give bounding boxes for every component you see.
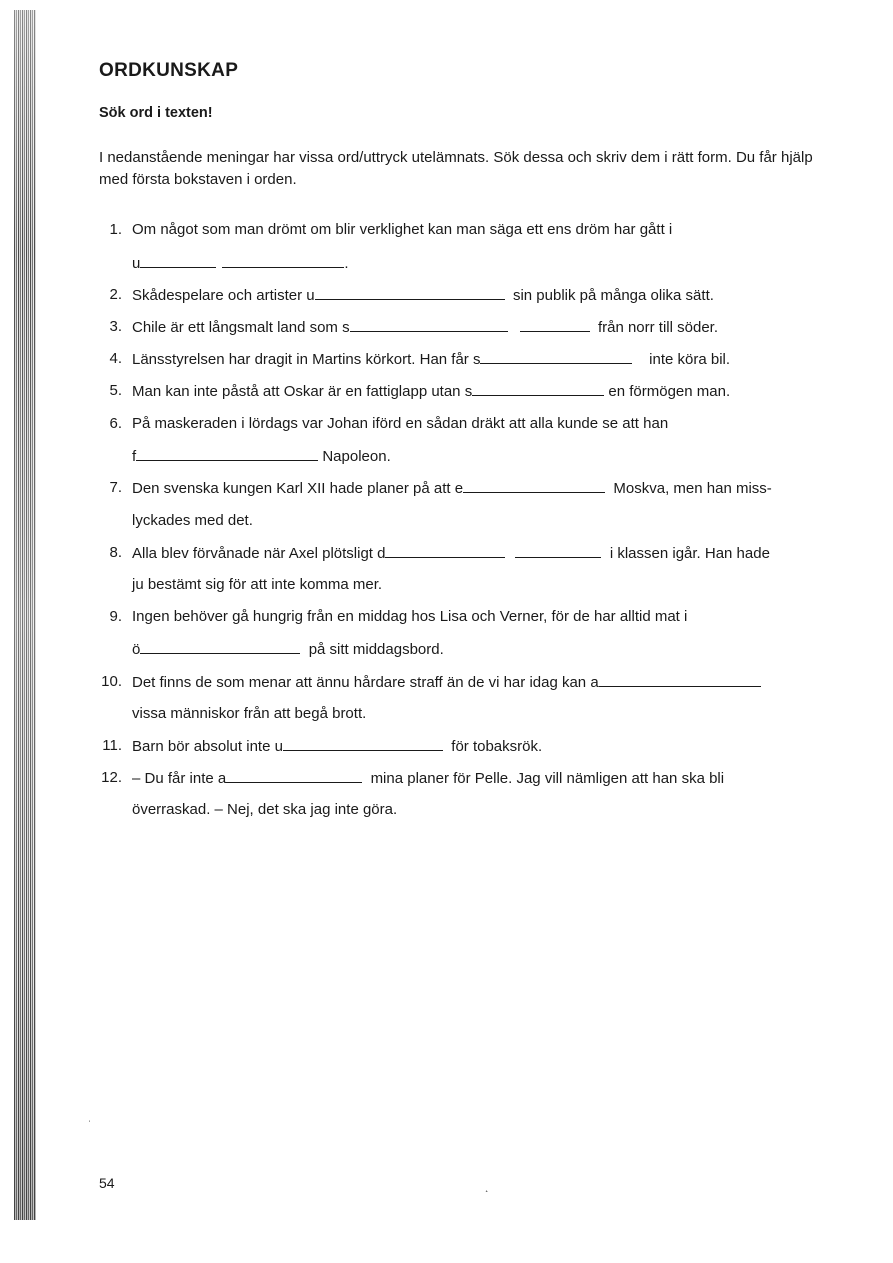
scan-speck: ˖: [485, 1185, 489, 1196]
item-text: ö: [132, 641, 141, 658]
answer-blank[interactable]: [136, 446, 318, 461]
item-text: Alla blev förvånade när Axel plötsligt d: [132, 545, 386, 562]
item-number: 1.: [109, 221, 122, 238]
answer-blank[interactable]: [140, 253, 216, 268]
item-text: mina planer för Pelle. Jag vill nämligen att han ska bli: [370, 770, 725, 787]
item-text: Ingen behöver gå hungrig från en middag hos Lisa och Verner, för de har alltid mat i: [132, 608, 688, 625]
item-text: Det finns de som menar att ännu hårdare straff än de vi har idag kan a: [132, 674, 599, 691]
item-number: 9.: [109, 608, 122, 625]
item-number: 12.: [101, 769, 122, 786]
item-text: i klassen igår. Han hade: [609, 545, 770, 562]
page-number: 54: [99, 1175, 115, 1191]
item-number: 11.: [102, 737, 122, 754]
item-line: [132, 768, 724, 789]
book-binding-edge: [14, 10, 36, 1220]
item-number: 7.: [109, 479, 122, 496]
item-text: .: [344, 255, 349, 272]
answer-blank[interactable]: [385, 543, 505, 558]
answer-blank[interactable]: [226, 768, 362, 783]
item-text: för tobaksrök.: [451, 738, 543, 755]
answer-blank[interactable]: [315, 285, 505, 300]
answer-blank[interactable]: [140, 639, 300, 654]
answer-blank[interactable]: [222, 253, 284, 268]
instructions-paragraph: I nedanstående meningar har vissa ord/uttryck utelämnats. Sök dessa och skriv dem i rätt form. Du får hjälp med första bokstaven i orden.: [99, 149, 813, 188]
item-text: på sitt middagsbord.: [308, 641, 444, 658]
item-text: en förmögen man.: [608, 383, 731, 400]
item-text: ju bestämt sig för att inte komma mer.: [132, 576, 383, 593]
item-number: 6.: [109, 415, 122, 432]
item-text: Barn bör absolut inte u: [132, 738, 283, 755]
answer-blank[interactable]: [283, 736, 443, 751]
item-text: lyckades med det.: [132, 512, 253, 529]
item-text: Napoleon.: [322, 448, 391, 465]
item-text: vissa människor från att begå brott.: [132, 705, 367, 722]
item-answer-line: [132, 639, 444, 660]
item-text: f: [132, 448, 137, 465]
item-text: u: [132, 255, 141, 272]
item-text: Länsstyrelsen har dragit in Martins körkort. Han får s: [132, 351, 481, 368]
answer-blank[interactable]: [520, 317, 590, 332]
item-line: [132, 543, 770, 564]
item-text: inte köra bil.: [649, 351, 731, 368]
item-text: sin publik på många olika sätt.: [512, 287, 714, 304]
item-line: [132, 478, 772, 499]
item-text: överraskad. – Nej, det ska jag inte göra.: [132, 801, 398, 818]
item-text: Moskva, men han miss-: [613, 480, 772, 497]
item-text: Chile är ett långsmalt land som s: [132, 319, 350, 336]
answer-blank[interactable]: [284, 253, 344, 268]
answer-blank[interactable]: [472, 381, 604, 396]
answer-blank[interactable]: [599, 672, 761, 687]
item-number: 3.: [109, 318, 122, 335]
item-answer-line: [132, 253, 349, 274]
item-line: [132, 317, 718, 338]
answer-blank[interactable]: [515, 543, 601, 558]
page-title: ORDKUNSKAP: [99, 60, 239, 81]
answer-blank[interactable]: [463, 478, 605, 493]
item-text: Den svenska kungen Karl XII hade planer på att e: [132, 480, 464, 497]
item-text: från norr till söder.: [597, 319, 719, 336]
item-text: På maskeraden i lördags var Johan iförd en sådan dräkt att alla kunde se att han: [132, 415, 669, 432]
item-line: [132, 736, 542, 757]
item-line: [132, 285, 714, 306]
item-line: [132, 672, 761, 693]
item-number: 4.: [109, 350, 122, 367]
item-number: 10.: [101, 673, 122, 690]
item-number: 2.: [109, 286, 122, 303]
item-line: [132, 381, 730, 402]
item-text: Skådespelare och artister u: [132, 287, 315, 304]
item-text: – Du får inte a: [132, 770, 227, 787]
section-subtitle: Sök ord i texten!: [99, 105, 213, 121]
item-line: [132, 349, 730, 370]
item-number: 8.: [109, 544, 122, 561]
item-text: Om något som man drömt om blir verklighet kan man säga ett ens dröm har gått i: [132, 221, 673, 238]
scan-speck: ˌ: [88, 1112, 92, 1123]
item-answer-line: [132, 446, 391, 467]
answer-blank[interactable]: [480, 349, 632, 364]
answer-blank[interactable]: [350, 317, 508, 332]
item-number: 5.: [109, 382, 122, 399]
item-text: Man kan inte påstå att Oskar är en fattiglapp utan s: [132, 383, 473, 400]
